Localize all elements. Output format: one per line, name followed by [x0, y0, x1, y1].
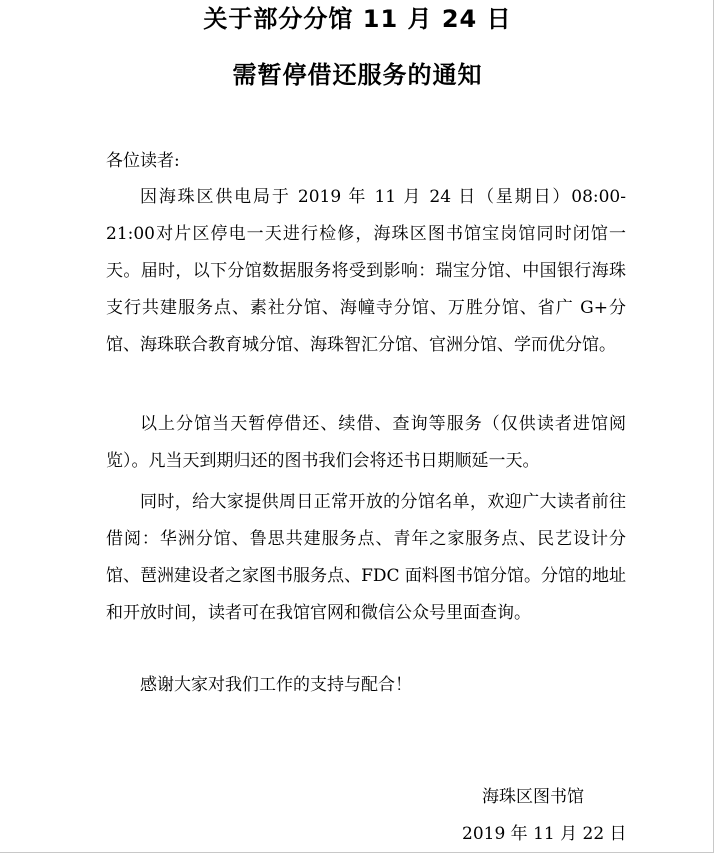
salutation: 各位读者: [106, 151, 180, 171]
paragraph-service-suspension: 以上分馆当天暂停借还、续借、查询等服务（仅供读者进馆阅览）。凡当天到期归还的图书我们会将还书日期顺延一天。 [106, 414, 626, 471]
paragraph-thanks: 感谢大家对我们工作的支持与配合！ [140, 675, 412, 695]
signature: 海珠区图书馆 [482, 787, 584, 807]
notice-title-line-1: 关于部分分馆 11 月 24 日 [203, 5, 512, 33]
paragraph-power-outage: 因海珠区供电局于 2019 年 11 月 24 日（星期日）08:00-21:00对片区停电一天进行检修，海珠区图书馆宝岗馆同时闭馆一天。届时，以下分馆数据服务将受到影响：瑞宝分馆、中国银行海珠支行共建服务点、素社分馆、海幢寺分馆、万胜分馆、省广 G+分馆、海珠联合教育城分馆、海珠智汇分馆、官洲分馆、学而优分馆。 [106, 187, 626, 355]
notice-title-line-2: 需暂停借还服务的通知 [232, 61, 483, 89]
paragraph-open-branches: 同时，给大家提供周日正常开放的分馆名单，欢迎广大读者前往借阅：华洲分馆、鲁思共建服务点、青年之家服务点、民艺设计分馆、琶洲建设者之家图书服务点、FDC 面料图书馆分馆。分馆的地址和开放时间，读者可在我馆官网和微信公众号里面查询。 [106, 492, 626, 623]
notice-date: 2019 年 11 月 22 日 [462, 824, 627, 844]
